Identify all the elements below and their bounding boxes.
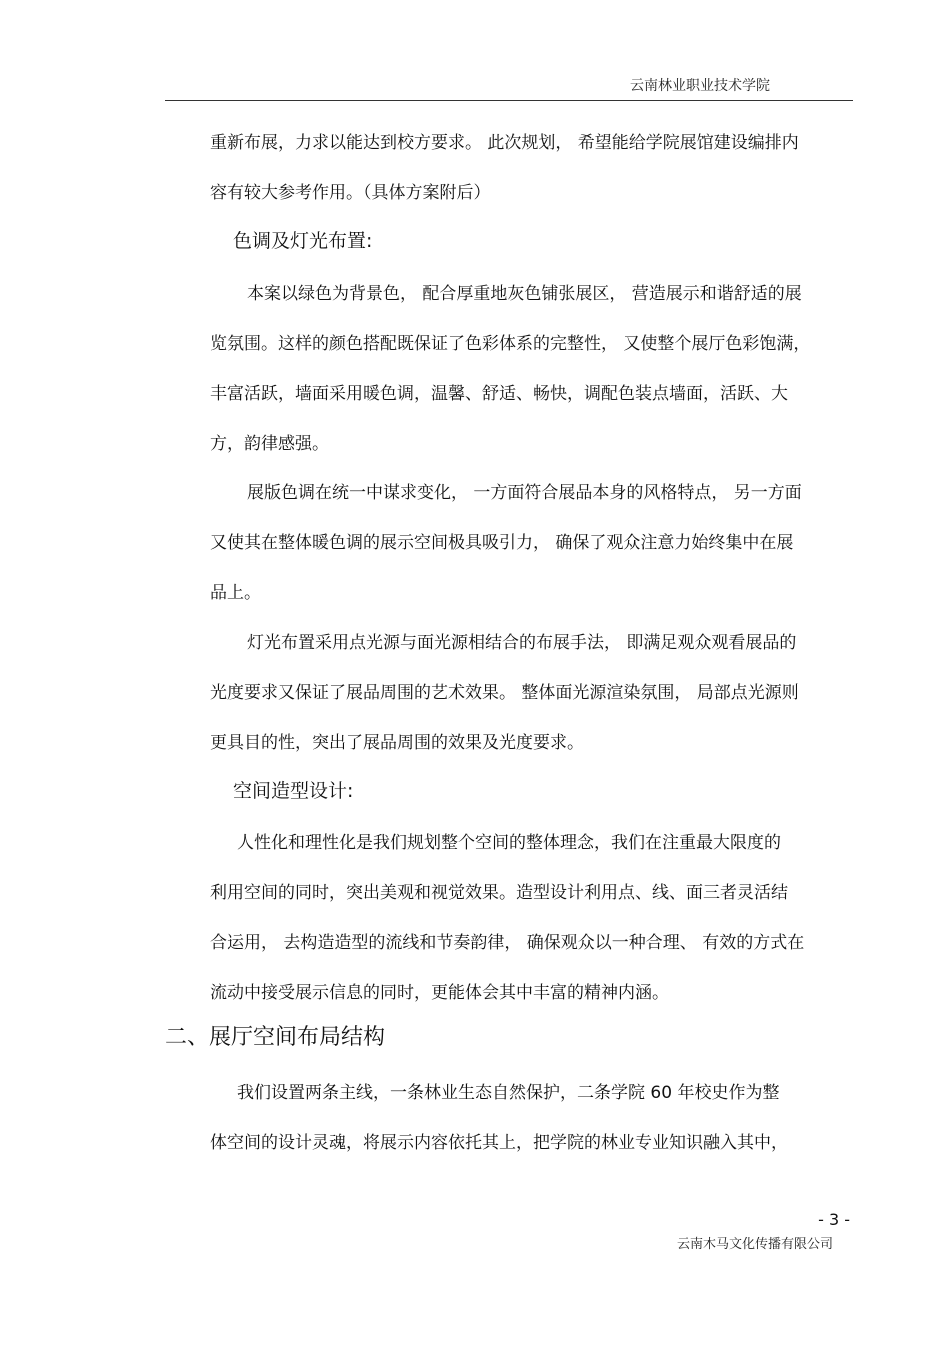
- text-line: 光度要求又保证了展品周围的艺术效果。 整体面光源渲染氛围， 局部点光源则: [210, 683, 799, 703]
- text-line: 流动中接受展示信息的同时，更能体会其中丰富的精神内涵。: [210, 983, 669, 1003]
- subsection-heading: 色调及灯光布置:: [233, 230, 373, 252]
- text-line: 我们设置两条主线，一条林业生态自然保护，二条学院 60 年校史作为整: [237, 1083, 780, 1103]
- page-number: - 3 -: [818, 1210, 850, 1229]
- text-line: 人性化和理性化是我们规划整个空间的整体理念，我们在注重最大限度的: [237, 833, 781, 853]
- text-line: 又使其在整体暖色调的展示空间极具吸引力， 确保了观众注意力始终集中在展: [210, 533, 794, 553]
- text-line: 体空间的设计灵魂，将展示内容依托其上，把学院的林业专业知识融入其中，: [210, 1133, 788, 1153]
- section-heading: 二、展厅空间布局结构: [165, 1025, 386, 1050]
- text-line: 展版色调在统一中谋求变化， 一方面符合展品本身的风格特点， 另一方面: [247, 483, 802, 503]
- text-line: 灯光布置采用点光源与面光源相结合的布展手法， 即满足观众观看展品的: [247, 633, 797, 653]
- text-line: 丰富活跃，墙面采用暖色调，温馨、舒适、畅快，调配色装点墙面，活跃、大: [210, 384, 788, 404]
- footer-company: 云南木马文化传播有限公司: [676, 1237, 833, 1252]
- header-divider: [165, 100, 853, 101]
- text-line: 方，韵律感强。: [210, 434, 329, 454]
- text-line: 本案以绿色为背景色， 配合厚重地灰色铺张展区， 营造展示和谐舒适的展: [247, 284, 802, 304]
- text-line: 利用空间的同时，突出美观和视觉效果。造型设计利用点、线、面三者灵活结: [210, 883, 788, 903]
- header-institution: 云南林业职业技术学院: [630, 78, 770, 94]
- text-line: 容有较大参考作用。（具体方案附后）: [210, 183, 491, 203]
- text-line: 合运用， 去构造造型的流线和节奏韵律， 确保观众以一种合理、 有效的方式在: [210, 933, 805, 953]
- text-line: 品上。: [210, 583, 261, 603]
- text-line: 重新布展，力求以能达到校方要求。 此次规划， 希望能给学院展馆建设编排内: [210, 133, 799, 153]
- text-line: 览氛围。这样的颜色搭配既保证了色彩体系的完整性， 又使整个展厅色彩饱满，: [210, 334, 811, 354]
- text-line: 更具目的性，突出了展品周围的效果及光度要求。: [210, 733, 584, 753]
- subsection-heading: 空间造型设计:: [233, 780, 354, 802]
